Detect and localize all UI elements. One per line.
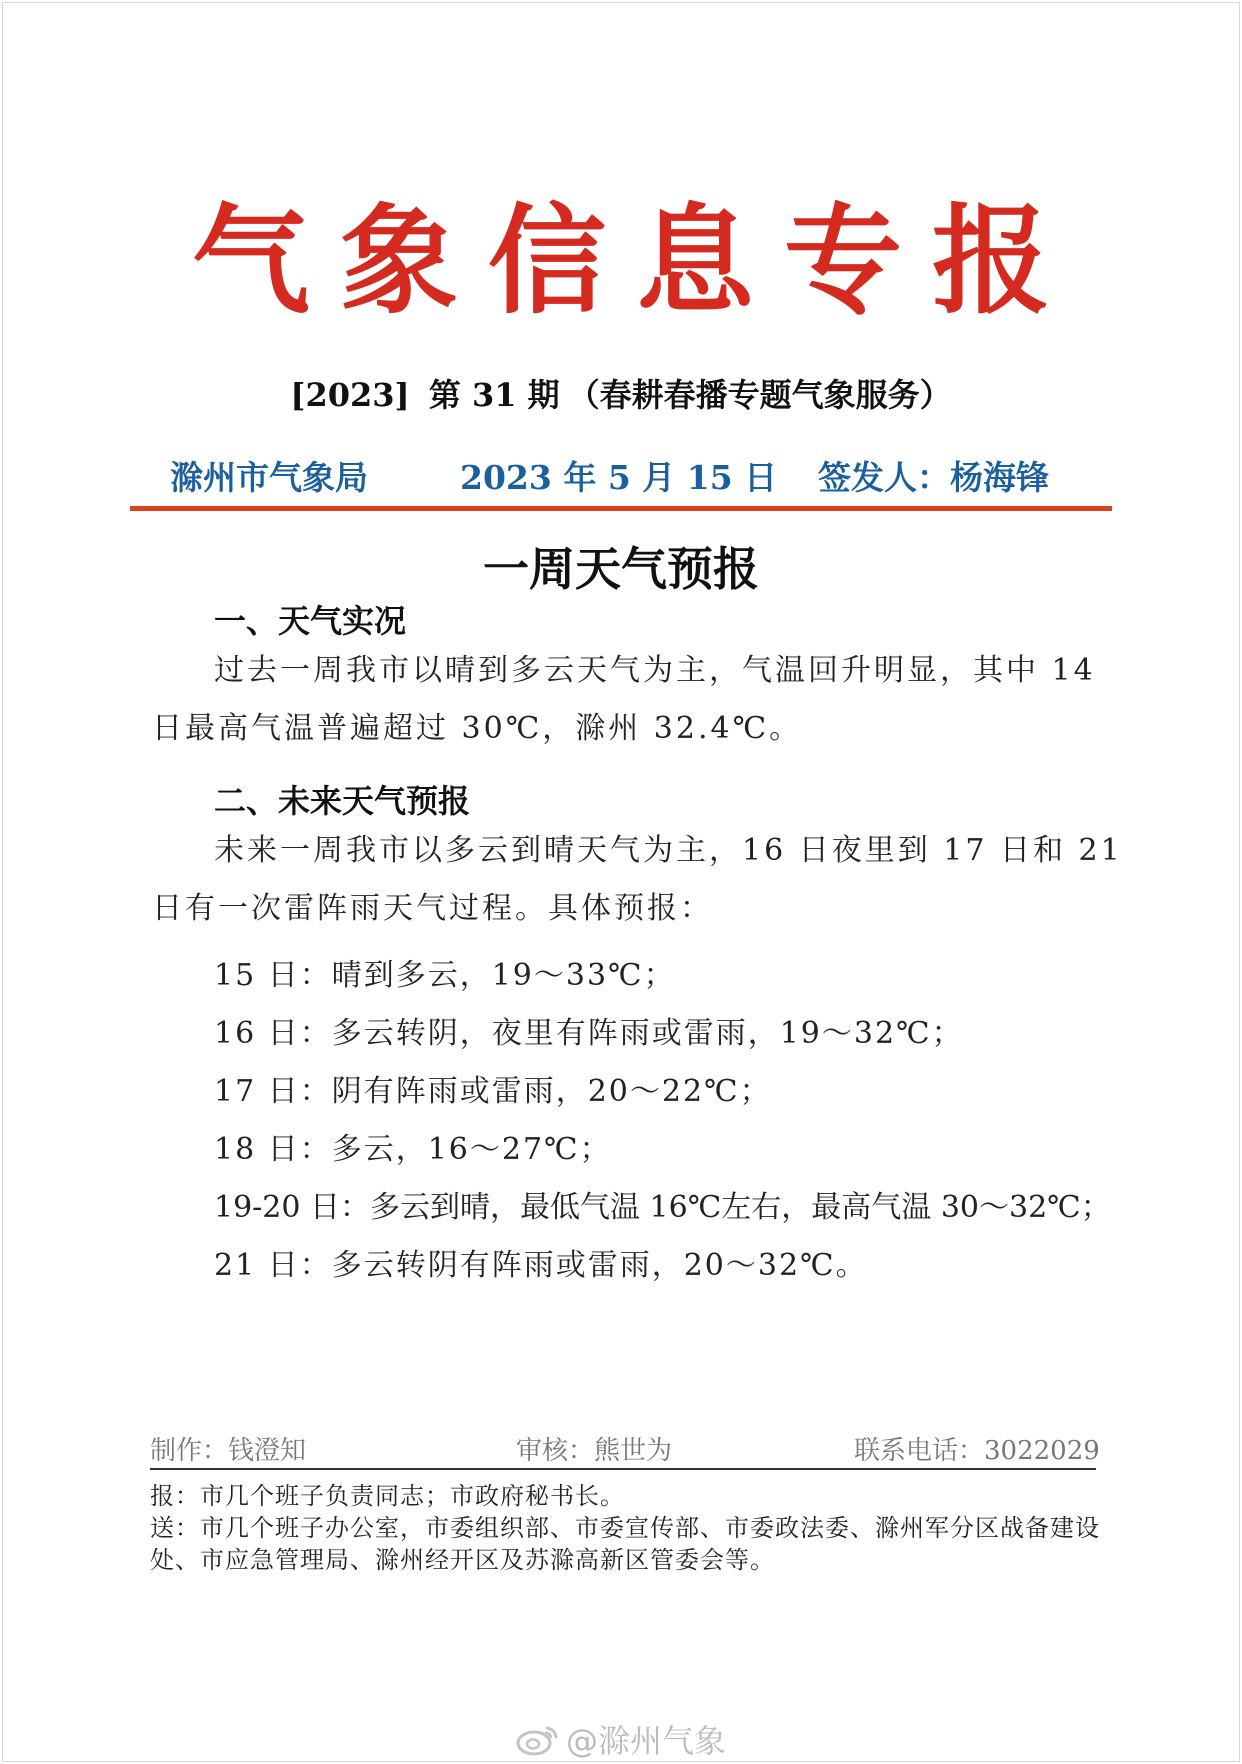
- issue-year: [2023]: [290, 376, 410, 414]
- issue-number: 第 31 期: [428, 376, 560, 414]
- forecast-item: 16 日：多云转阴，夜里有阵雨或雷雨，19～32℃；: [214, 1016, 964, 1051]
- observation-text-line1: 过去一周我市以晴到多云天气为主，气温回升明显，其中 14: [214, 653, 1096, 688]
- forecast-item: 15 日：晴到多云，19～33℃；: [214, 958, 676, 993]
- issuer-name: 签发人：杨海锋: [818, 458, 1049, 497]
- issue-topic: （春耕春播专题气象服务）: [567, 376, 952, 414]
- send-to-line2: 处、市应急管理局、滁州经开区及苏滁高新区管委会等。: [150, 1546, 775, 1574]
- section-heading-observations: 一、天气实况: [214, 602, 407, 640]
- forecast-item: 18 日：多云，16～27℃；: [214, 1132, 612, 1167]
- report-to-line: 报：市几个班子负责同志；市政府秘书长。: [150, 1482, 625, 1510]
- forecast-item: 21 日：多云转阴有阵雨或雷雨，20～32℃。: [214, 1248, 868, 1283]
- issue-date: 2023 年 5 月 15 日: [460, 458, 778, 497]
- forecast-item: 17 日：阴有阵雨或雷雨，20～22℃；: [214, 1074, 772, 1109]
- observation-text-line2: 日最高气温普遍超过 30℃，滁州 32.4℃。: [152, 711, 803, 746]
- issue-line: [0, 370, 1242, 416]
- maker-credit: 制作：钱澄知: [150, 1436, 307, 1466]
- weibo-logo-icon: [516, 1722, 560, 1756]
- contact-phone: 联系电话：3022029: [854, 1436, 1100, 1466]
- header-divider: [130, 506, 1112, 511]
- send-to-line1: 送：市几个班子办公室，市委组织部、市委宣传部、市委政法委、滁州军分区战备建设: [150, 1514, 1100, 1542]
- masthead-title: 气象信息专报: [191, 191, 1080, 330]
- reviewer-credit: 审核：熊世为: [516, 1436, 673, 1466]
- document-title: 一周天气预报: [483, 542, 759, 596]
- section-heading-forecast: 二、未来天气预报: [214, 782, 471, 820]
- forecast-intro-line1: 未来一周我市以多云到晴天气为主，16 日夜里到 17 日和 21: [214, 833, 1123, 868]
- agency-name: 滁州市气象局: [170, 458, 368, 497]
- footer-divider: [150, 1468, 1096, 1470]
- forecast-item: 19-20 日：多云到晴，最低气温 16℃左右，最高气温 30～32℃；: [214, 1190, 1111, 1225]
- weibo-watermark: [516, 1716, 726, 1762]
- watermark-text: @滁州气象: [566, 1722, 727, 1760]
- forecast-intro-line2: 日有一次雷阵雨天气过程。具体预报：: [152, 891, 713, 926]
